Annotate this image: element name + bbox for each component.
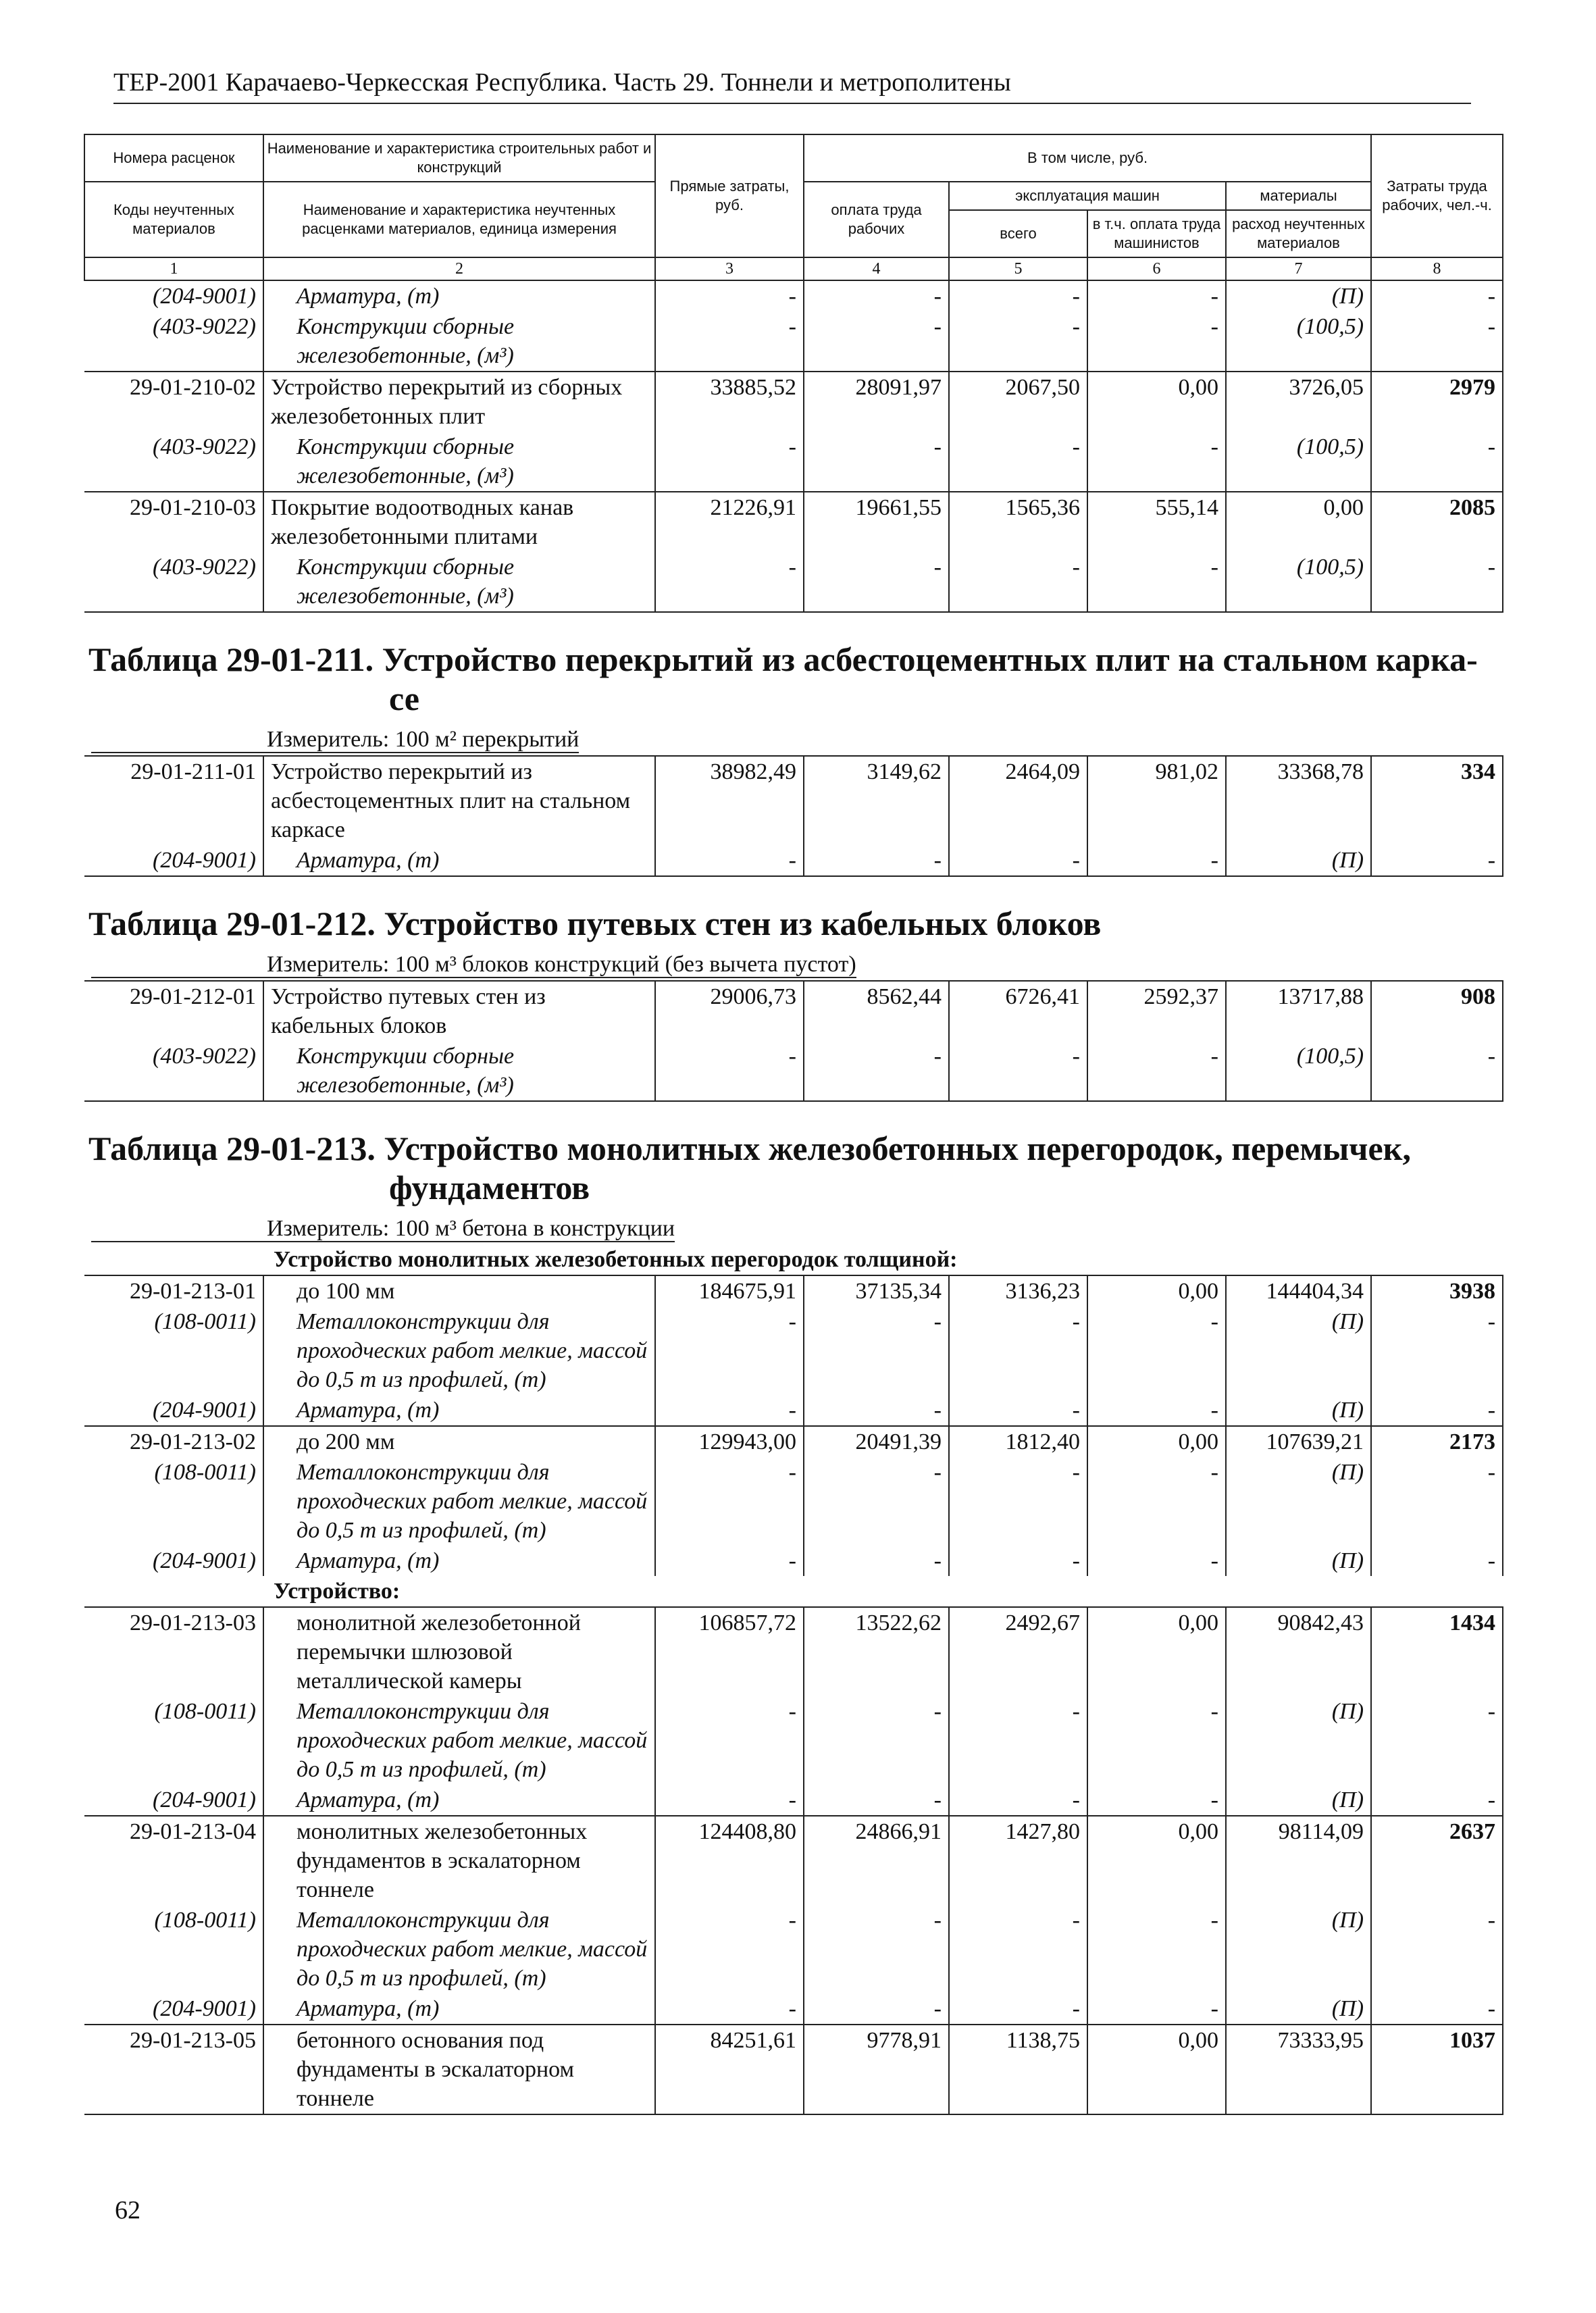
materials: 13717,88 <box>1226 981 1371 1041</box>
machine-costs: - <box>949 1785 1087 1816</box>
head-col6: в т.ч. оплата труда машинистов <box>1087 210 1226 257</box>
worker-pay: 8562,44 <box>804 981 949 1041</box>
direct-costs: - <box>655 1395 804 1426</box>
rate-name: Конструкции сборные железобетонные, (м³) <box>263 432 655 492</box>
labor-hours: 2173 <box>1371 1426 1503 1457</box>
rate-row <box>84 981 1503 1041</box>
materials: 3726,05 <box>1226 372 1371 432</box>
rate-name: Металлоконструкции для проходческих работ мелкие, массой до 0,5 т из профилей, (т) <box>263 1457 655 1546</box>
direct-costs: - <box>655 552 804 612</box>
rate-code: 29-01-210-02 <box>84 372 263 432</box>
rate-row <box>84 492 1503 552</box>
materials: 144404,34 <box>1226 1275 1371 1306</box>
material-row <box>84 1785 1503 1816</box>
rate-name: Арматура, (т) <box>263 1785 655 1816</box>
rate-name: Устройство путевых стен из кабельных блоков <box>263 981 655 1041</box>
direct-costs: - <box>655 1696 804 1785</box>
rate-name: Металлоконструкции для проходческих работ мелкие, массой до 0,5 т из профилей, (т) <box>263 1696 655 1785</box>
head-machines: эксплуатация машин <box>949 182 1226 210</box>
labor-hours: 908 <box>1371 981 1503 1041</box>
worker-pay: 28091,97 <box>804 372 949 432</box>
labor-hours: - <box>1371 311 1503 372</box>
operator-pay: - <box>1087 1905 1226 1993</box>
machine-costs: 3136,23 <box>949 1275 1087 1306</box>
worker-pay: - <box>804 1546 949 1576</box>
table-213-b <box>84 1576 1503 1607</box>
labor-hours: 2637 <box>1371 1816 1503 1905</box>
rate-code: 29-01-213-04 <box>84 1816 263 1905</box>
rate-row <box>84 372 1503 432</box>
column-number: 7 <box>1226 257 1371 280</box>
operator-pay: 981,02 <box>1087 756 1226 845</box>
machine-costs: - <box>949 1395 1087 1426</box>
materials: 33368,78 <box>1226 756 1371 845</box>
table-212-measure-row <box>84 947 1503 981</box>
head-col1-top: Номера расценок <box>84 134 263 182</box>
operator-pay: 0,00 <box>1087 2025 1226 2114</box>
rate-row <box>84 2025 1503 2114</box>
labor-hours: - <box>1371 845 1503 876</box>
rate-code: (204-9001) <box>84 1546 263 1576</box>
labor-hours: 1037 <box>1371 2025 1503 2114</box>
material-row <box>84 432 1503 492</box>
direct-costs: - <box>655 280 804 311</box>
labor-hours: - <box>1371 1041 1503 1101</box>
machine-costs: - <box>949 311 1087 372</box>
machine-costs: 6726,41 <box>949 981 1087 1041</box>
table-211-title-line1: Таблица 29-01-211. Устройство перекрытий из асбестоцементных плит на стальном карка- <box>88 640 1478 678</box>
rate-name: Металлоконструкции для проходческих работ мелкие, массой до 0,5 т из профилей, (т) <box>263 1306 655 1395</box>
direct-costs: 33885,52 <box>655 372 804 432</box>
materials: 73333,95 <box>1226 2025 1371 2114</box>
page-header-title: ТЕР-2001 Карачаево-Черкесская Республика. Часть 29. Тоннели и метрополитены <box>113 68 1011 97</box>
rate-name: до 200 мм <box>263 1426 655 1457</box>
labor-hours: 334 <box>1371 756 1503 845</box>
head-col5: всего <box>949 210 1087 257</box>
worker-pay: - <box>804 1785 949 1816</box>
materials: (П) <box>1226 1785 1371 1816</box>
rate-row <box>84 1426 1503 1457</box>
labor-hours: - <box>1371 280 1503 311</box>
rate-name: Металлоконструкции для проходческих работ мелкие, массой до 0,5 т из профилей, (т) <box>263 1905 655 1993</box>
machine-costs: 2464,09 <box>949 756 1087 845</box>
material-row <box>84 1306 1503 1395</box>
material-row <box>84 1905 1503 1993</box>
rate-code: (204-9001) <box>84 845 263 876</box>
materials: 98114,09 <box>1226 1816 1371 1905</box>
operator-pay: - <box>1087 280 1226 311</box>
worker-pay: - <box>804 552 949 612</box>
table-211-title-line2: се <box>389 680 419 717</box>
rate-name: Конструкции сборные железобетонные, (м³) <box>263 552 655 612</box>
direct-costs: 184675,91 <box>655 1275 804 1306</box>
materials: (П) <box>1226 1993 1371 2025</box>
rate-code: (403-9022) <box>84 1041 263 1101</box>
direct-costs: - <box>655 1546 804 1576</box>
rate-row <box>84 1816 1503 1905</box>
table-213-measure-text: Измеритель: 100 м³ бетона в конструкции <box>91 1216 675 1242</box>
table-211-measure-row <box>84 722 1503 756</box>
head-col1-bottom: Коды неучтенных материалов <box>84 182 263 257</box>
rate-code: (403-9022) <box>84 311 263 372</box>
rate-code: 29-01-213-05 <box>84 2025 263 2114</box>
operator-pay: - <box>1087 1041 1226 1101</box>
direct-costs: 124408,80 <box>655 1816 804 1905</box>
direct-costs: 129943,00 <box>655 1426 804 1457</box>
direct-costs: - <box>655 845 804 876</box>
column-number: 2 <box>263 257 655 280</box>
rate-row <box>84 1275 1503 1306</box>
labor-hours: - <box>1371 1993 1503 2025</box>
worker-pay: - <box>804 1395 949 1426</box>
worker-pay: - <box>804 432 949 492</box>
rows-212 <box>84 981 1503 1101</box>
rate-name: Арматура, (т) <box>263 845 655 876</box>
machine-costs: - <box>949 845 1087 876</box>
direct-costs: - <box>655 432 804 492</box>
worker-pay: - <box>804 1993 949 2025</box>
operator-pay: - <box>1087 1993 1226 2025</box>
rate-name: Конструкции сборные железобетонные, (м³) <box>263 1041 655 1101</box>
head-col2-bottom: Наименование и характеристика неучтенных расценками материалов, единица измерения <box>263 182 655 257</box>
table-213-title-line1: Таблица 29-01-213. Устройство монолитных железобетонных перегородок, перемычек, <box>88 1129 1411 1167</box>
rows-211 <box>84 756 1503 876</box>
direct-costs: - <box>655 311 804 372</box>
worker-pay: - <box>804 845 949 876</box>
direct-costs: 21226,91 <box>655 492 804 552</box>
table-213-subheading2-text: Устройство: <box>274 1579 401 1604</box>
operator-pay: - <box>1087 1306 1226 1395</box>
rate-code: 29-01-211-01 <box>84 756 263 845</box>
rate-name: Арматура, (т) <box>263 1546 655 1576</box>
rate-name: монолитных железобетонных фундаментов в эскалаторном тоннеле <box>263 1816 655 1905</box>
rate-name: Покрытие водоотводных канав железобетонными плитами <box>263 492 655 552</box>
labor-hours: - <box>1371 1696 1503 1785</box>
labor-hours: - <box>1371 552 1503 612</box>
direct-costs: - <box>655 1041 804 1101</box>
direct-costs: 84251,61 <box>655 2025 804 2114</box>
rate-name: Арматура, (т) <box>263 1395 655 1426</box>
table-212-measure-text: Измеритель: 100 м³ блоков конструкций (без вычета пустот) <box>91 952 856 978</box>
machine-costs: - <box>949 1546 1087 1576</box>
rate-code: (204-9001) <box>84 280 263 311</box>
table-211-measure <box>84 722 1503 756</box>
material-row <box>84 311 1503 372</box>
table-213 <box>84 1101 1503 1275</box>
rate-name: Устройство перекрытий из асбестоцементных плит на стальном каркасе <box>263 756 655 845</box>
rate-code: (108-0011) <box>84 1696 263 1785</box>
table-212 <box>84 876 1503 981</box>
machine-costs: 2067,50 <box>949 372 1087 432</box>
worker-pay: 37135,34 <box>804 1275 949 1306</box>
worker-pay: 13522,62 <box>804 1607 949 1696</box>
table-211-title-row <box>84 612 1503 722</box>
rate-code: (204-9001) <box>84 1395 263 1426</box>
labor-hours: 3938 <box>1371 1275 1503 1306</box>
page-number: 62 <box>115 2196 140 2225</box>
rate-code: (204-9001) <box>84 1785 263 1816</box>
table-213-measure-row <box>84 1211 1503 1244</box>
rate-row <box>84 756 1503 845</box>
materials: (П) <box>1226 1696 1371 1785</box>
rate-name: бетонного основания под фундаменты в эскалаторном тоннеле <box>263 2025 655 2114</box>
direct-costs: - <box>655 1457 804 1546</box>
table-211 <box>84 612 1503 756</box>
head-col3: Прямые затраты, руб. <box>655 134 804 257</box>
worker-pay: - <box>804 1041 949 1101</box>
operator-pay: - <box>1087 845 1226 876</box>
material-row <box>84 1546 1503 1576</box>
machine-costs: - <box>949 1041 1087 1101</box>
head-col4: оплата труда рабочих <box>804 182 949 257</box>
rate-name: Конструкции сборные железобетонные, (м³) <box>263 311 655 372</box>
table-213-title-line2: фундаментов <box>389 1169 590 1206</box>
operator-pay: - <box>1087 552 1226 612</box>
materials: (100,5) <box>1226 311 1371 372</box>
head-col8: Затраты труда рабочих, чел.-ч. <box>1371 134 1503 257</box>
rate-code: 29-01-213-03 <box>84 1607 263 1696</box>
direct-costs: - <box>655 1905 804 1993</box>
materials: (П) <box>1226 1905 1371 1993</box>
machine-costs: 1427,80 <box>949 1816 1087 1905</box>
materials: 0,00 <box>1226 492 1371 552</box>
materials: (П) <box>1226 280 1371 311</box>
column-number: 1 <box>84 257 263 280</box>
table-211-title <box>84 612 1503 722</box>
head-col7: расход неучтенных материалов <box>1226 210 1371 257</box>
direct-costs: - <box>655 1306 804 1395</box>
materials: 90842,43 <box>1226 1607 1371 1696</box>
head-materials: материалы <box>1226 182 1371 210</box>
rows-213b <box>84 1607 1503 2114</box>
head-col2-top: Наименование и характеристика строительных работ и конструкций <box>263 134 655 182</box>
worker-pay: 3149,62 <box>804 756 949 845</box>
labor-hours: 1434 <box>1371 1607 1503 1696</box>
labor-hours: - <box>1371 1395 1503 1426</box>
rate-name: Арматура, (т) <box>263 1993 655 2025</box>
price-table <box>84 134 1503 2115</box>
rate-name: до 100 мм <box>263 1275 655 1306</box>
worker-pay: 9778,91 <box>804 2025 949 2114</box>
machine-costs: - <box>949 1306 1087 1395</box>
material-row <box>84 1041 1503 1101</box>
material-row <box>84 280 1503 311</box>
head-group: В том числе, руб. <box>804 134 1371 182</box>
rate-code: 29-01-210-03 <box>84 492 263 552</box>
worker-pay: 20491,39 <box>804 1426 949 1457</box>
column-number: 3 <box>655 257 804 280</box>
direct-costs: 106857,72 <box>655 1607 804 1696</box>
worker-pay: - <box>804 1696 949 1785</box>
operator-pay: - <box>1087 1546 1226 1576</box>
rate-code: (204-9001) <box>84 1993 263 2025</box>
material-row <box>84 1457 1503 1546</box>
table-212-measure <box>84 947 1503 981</box>
operator-pay: - <box>1087 432 1226 492</box>
table-213-title-row <box>84 1101 1503 1211</box>
table-211-measure-text: Измеритель: 100 м² перекрытий <box>91 727 579 753</box>
material-row <box>84 552 1503 612</box>
materials: 107639,21 <box>1226 1426 1371 1457</box>
worker-pay: 24866,91 <box>804 1816 949 1905</box>
material-row <box>84 1696 1503 1785</box>
table-213-title <box>84 1101 1503 1211</box>
table-212-title-row <box>84 876 1503 947</box>
machine-costs: 1812,40 <box>949 1426 1087 1457</box>
operator-pay: 2592,37 <box>1087 981 1226 1041</box>
material-row <box>84 1395 1503 1426</box>
labor-hours: - <box>1371 1785 1503 1816</box>
operator-pay: - <box>1087 311 1226 372</box>
labor-hours: 2979 <box>1371 372 1503 432</box>
operator-pay: - <box>1087 1696 1226 1785</box>
labor-hours: - <box>1371 1306 1503 1395</box>
materials: (100,5) <box>1226 1041 1371 1101</box>
materials: (100,5) <box>1226 432 1371 492</box>
page-header <box>113 68 1471 104</box>
machine-costs: - <box>949 552 1087 612</box>
rate-name: Арматура, (т) <box>263 280 655 311</box>
rate-name: монолитной железобетонной перемычки шлюзовой металлической камеры <box>263 1607 655 1696</box>
operator-pay: 0,00 <box>1087 1607 1226 1696</box>
operator-pay: 0,00 <box>1087 1816 1226 1905</box>
rate-code: (403-9022) <box>84 552 263 612</box>
direct-costs: 29006,73 <box>655 981 804 1041</box>
labor-hours: - <box>1371 1546 1503 1576</box>
table-213-subheading-row <box>84 1244 1503 1275</box>
table-212-title: Таблица 29-01-212. Устройство путевых стен из кабельных блоков <box>88 905 1102 942</box>
worker-pay: 19661,55 <box>804 492 949 552</box>
worker-pay: - <box>804 1905 949 1993</box>
machine-costs: - <box>949 1993 1087 2025</box>
rate-code: 29-01-213-02 <box>84 1426 263 1457</box>
rate-code: 29-01-213-01 <box>84 1275 263 1306</box>
column-number: 4 <box>804 257 949 280</box>
operator-pay: - <box>1087 1785 1226 1816</box>
material-row <box>84 1993 1503 2025</box>
column-number: 6 <box>1087 257 1226 280</box>
labor-hours: - <box>1371 1457 1503 1546</box>
rate-code: (108-0011) <box>84 1457 263 1546</box>
rate-code: (403-9022) <box>84 432 263 492</box>
worker-pay: - <box>804 1306 949 1395</box>
table-213-subheading2 <box>84 1576 1503 1607</box>
operator-pay: - <box>1087 1457 1226 1546</box>
material-row <box>84 845 1503 876</box>
rows-213a <box>84 1275 1503 1576</box>
operator-pay: 0,00 <box>1087 1426 1226 1457</box>
materials: (100,5) <box>1226 552 1371 612</box>
rate-name: Устройство перекрытий из сборных железобетонных плит <box>263 372 655 432</box>
column-number: 8 <box>1371 257 1503 280</box>
operator-pay: 0,00 <box>1087 1275 1226 1306</box>
materials: (П) <box>1226 1546 1371 1576</box>
table-213-subheading-text: Устройство монолитных железобетонных перегородок толщиной: <box>274 1247 958 1272</box>
materials: (П) <box>1226 1395 1371 1426</box>
machine-costs: - <box>949 1905 1087 1993</box>
labor-hours: 2085 <box>1371 492 1503 552</box>
machine-costs: 2492,67 <box>949 1607 1087 1696</box>
worker-pay: - <box>804 1457 949 1546</box>
column-numbers-row <box>84 257 1503 280</box>
direct-costs: 38982,49 <box>655 756 804 845</box>
materials: (П) <box>1226 1457 1371 1546</box>
direct-costs: - <box>655 1785 804 1816</box>
rate-code: (108-0011) <box>84 1905 263 1993</box>
machine-costs: - <box>949 1457 1087 1546</box>
machine-costs: - <box>949 280 1087 311</box>
direct-costs: - <box>655 1993 804 2025</box>
rows-210 <box>84 280 1503 612</box>
worker-pay: - <box>804 311 949 372</box>
materials: (П) <box>1226 1306 1371 1395</box>
machine-costs: 1138,75 <box>949 2025 1087 2114</box>
machine-costs: - <box>949 1696 1087 1785</box>
column-number: 5 <box>949 257 1087 280</box>
rate-code: (108-0011) <box>84 1306 263 1395</box>
table-213-subheading <box>84 1244 1503 1275</box>
rate-code: 29-01-212-01 <box>84 981 263 1041</box>
worker-pay: - <box>804 280 949 311</box>
operator-pay: - <box>1087 1395 1226 1426</box>
labor-hours: - <box>1371 1905 1503 1993</box>
machine-costs: - <box>949 432 1087 492</box>
materials: (П) <box>1226 845 1371 876</box>
table-213-subheading2-row <box>84 1576 1503 1607</box>
rate-row <box>84 1607 1503 1696</box>
operator-pay: 0,00 <box>1087 372 1226 432</box>
operator-pay: 555,14 <box>1087 492 1226 552</box>
table-213-measure <box>84 1211 1503 1244</box>
machine-costs: 1565,36 <box>949 492 1087 552</box>
labor-hours: - <box>1371 432 1503 492</box>
